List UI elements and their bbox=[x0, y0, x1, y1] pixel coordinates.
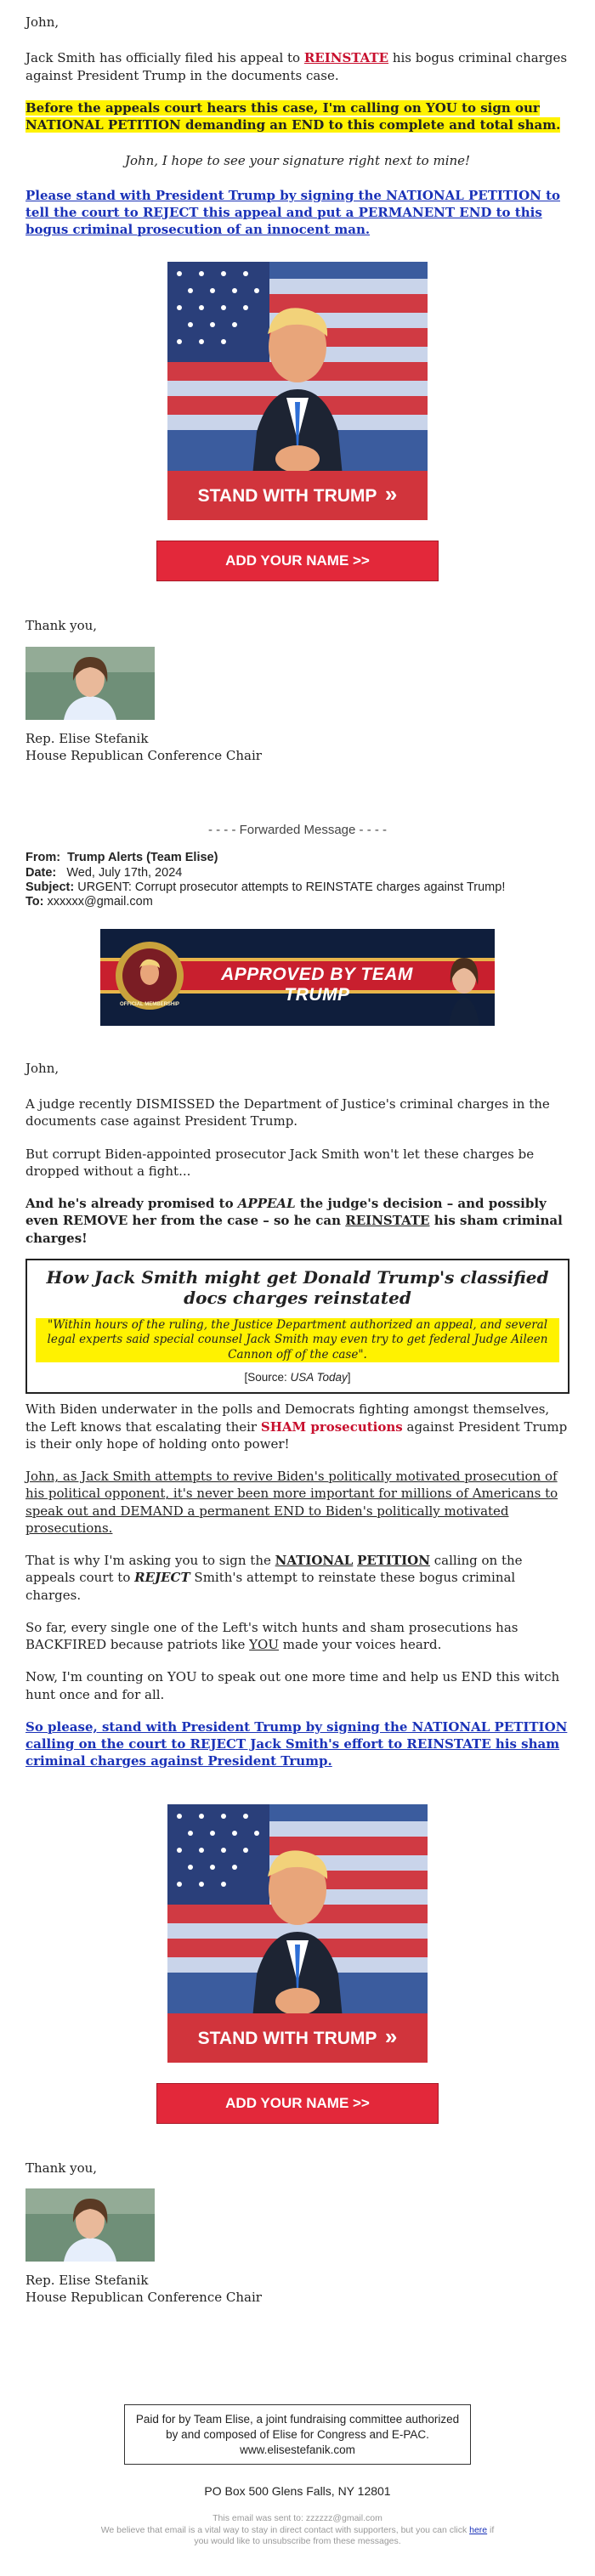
date-row: Date: Wed, July 17th, 2024 bbox=[26, 865, 183, 880]
petition-link[interactable]: Please stand with President Trump by signing the NATIONAL PETITION to tell the court to REJECT this appeal and put a PERMANENT END to this bogus criminal prosecution of an innocent man. bbox=[26, 187, 561, 237]
signature-request: John, I hope to see your signature right next to mine! bbox=[124, 153, 471, 169]
article-source: [Source: USA Today] bbox=[244, 1371, 351, 1384]
arrow-icon: » bbox=[384, 481, 398, 507]
dismissed-paragraph: A judge recently DISMISSED the Department of Justice's criminal charges in the documents case against President Trump. bbox=[26, 1096, 550, 1129]
sent-to-notice: This email was sent to: zzzzzz@gmail.com bbox=[212, 2512, 382, 2523]
petition-link-2[interactable]: So please, stand with President Trump by signing the NATIONAL PETITION calling on the court to REJECT Jack Smith's effort to REINSTATE his sham criminal charges against President Trump. bbox=[26, 1718, 568, 1769]
unsubscribe-link[interactable]: here bbox=[469, 2524, 488, 2535]
mailing-address: PO Box 500 Glens Falls, NY 12801 bbox=[204, 2484, 391, 2499]
sign-petition-paragraph: That is why I'm asking you to sign the NATIONAL PETITION calling on the appeals court to REJECT Smith's attempt to reinstate these bogus criminal charges. bbox=[26, 1553, 523, 1603]
appeal-paragraph: And he's already promised to APPEAL the judge's decision – and possibly even REMOVE her from the case – so he can REINSTATE his sham criminal charges! bbox=[26, 1196, 563, 1246]
counting-paragraph: Now, I'm counting on YOU to speak out one more time and help us END this witch hunt once and for all. bbox=[26, 1669, 560, 1702]
paid-for-box: Paid for by Team Elise, a joint fundraising committee authorized by and composed of Elise for Congress and E-PAC. www.elisestefanik.com bbox=[124, 2404, 471, 2465]
subject-row: Subject: URGENT: Corrupt prosecutor attempts to REINSTATE charges against Trump! bbox=[26, 880, 506, 895]
article-title: How Jack Smith might get Donald Trump's classified docs charges reinstated bbox=[46, 1266, 549, 1308]
email-body bbox=[26, 0, 570, 2548]
intro-paragraph: Jack Smith has officially filed his appeal to REINSTATE his bogus criminal charges against President Trump in the documents case. bbox=[26, 50, 568, 83]
forward-headers bbox=[26, 851, 570, 910]
signer-title-2: House Republican Conference Chair bbox=[26, 2290, 262, 2306]
banner-text: APPROVED BY TEAM TRUMP bbox=[221, 964, 413, 1005]
article-box bbox=[26, 1259, 570, 1395]
stand-with-trump-image[interactable] bbox=[167, 262, 428, 520]
greeting-2: John, bbox=[26, 1060, 60, 1076]
forwarded-divider: - - - - Forwarded Message - - - - bbox=[207, 823, 388, 837]
backfired-paragraph: So far, every single one of the Left's witch hunts and sham prosecutions has BACKFIRED because patriots like YOU made your voices heard. bbox=[26, 1619, 518, 1653]
signer-name-2: Rep. Elise Stefanik bbox=[26, 2272, 149, 2288]
signer-title: House Republican Conference Chair bbox=[26, 747, 262, 763]
from-row: From: Trump Alerts (Team Elise) bbox=[26, 851, 218, 865]
seal-text: OFFICIAL MEMBERSHIP bbox=[120, 1001, 179, 1007]
signer-name: Rep. Elise Stefanik bbox=[26, 730, 149, 746]
unsubscribe-notice: We believe that email is a vital way to stay in direct contact with supporters, but you can click here if you would like to unsubscribe from these messages. bbox=[100, 2524, 495, 2547]
greeting: John, bbox=[26, 14, 60, 30]
hero-caption: STAND WITH TRUMP » bbox=[197, 481, 398, 507]
stand-with-trump-image-2[interactable] bbox=[167, 1804, 428, 2063]
biden-paragraph: With Biden underwater in the polls and Democrats fighting amongst themselves, the Left knows that escalating their SHAM prosecutions against President Trump is their only hope of holding onto power! bbox=[26, 1401, 568, 1452]
signer-photo-2 bbox=[26, 2188, 155, 2262]
article-quote: "Within hours of the ruling, the Justice Department authorized an appeal, and several legal experts said special counsel Jack Smith may even try to get federal Judge Aileen Cannon off of the case". bbox=[36, 1318, 559, 1363]
thank-you-2: Thank you, bbox=[26, 2160, 98, 2176]
arrow-icon: » bbox=[384, 2023, 398, 2049]
add-your-name-button-2[interactable]: ADD YOUR NAME >> bbox=[156, 2083, 439, 2124]
to-row: To: xxxxxx@gmail.com bbox=[26, 895, 153, 909]
hero-caption-2: STAND WITH TRUMP » bbox=[197, 2023, 398, 2049]
highlight-paragraph: Before the appeals court hears this case, I'm calling on YOU to sign our NATIONAL PETITION demanding an END to this complete and total sham. bbox=[26, 99, 561, 133]
thank-you: Thank you, bbox=[26, 618, 98, 634]
add-your-name-button[interactable]: ADD YOUR NAME >> bbox=[156, 541, 439, 581]
signer-photo bbox=[26, 647, 155, 720]
underlined-paragraph: John, as Jack Smith attempts to revive Biden's politically motivated prosecution of his political opponent, it's never been more important for millions of Americans to speak out and DEMAND a permanent END to Biden's politically motivated prosecutions. bbox=[26, 1469, 558, 1536]
reinstate-link[interactable]: REINSTATE bbox=[303, 50, 389, 66]
corrupt-paragraph: But corrupt Biden-appointed prosecutor Jack Smith won't let these charges be dropped without a fight... bbox=[26, 1146, 535, 1179]
approved-banner[interactable] bbox=[100, 929, 495, 1026]
